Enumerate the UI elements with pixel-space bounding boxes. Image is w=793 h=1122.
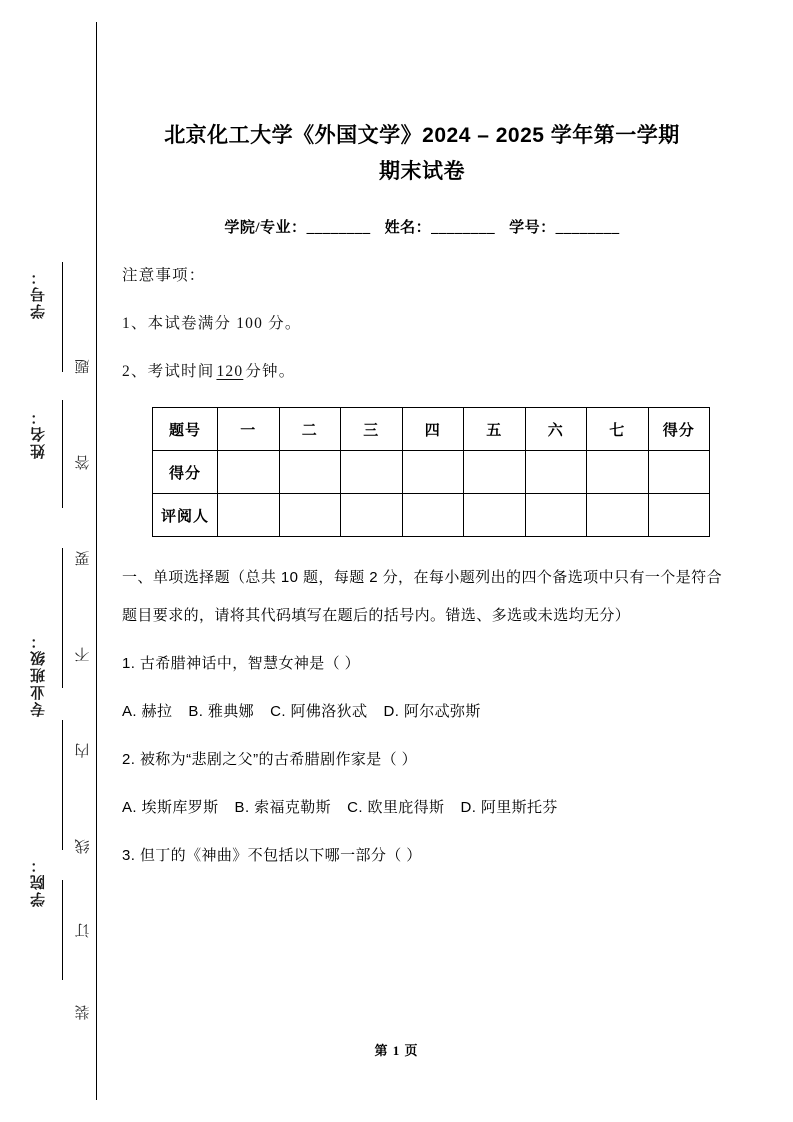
question-stem-3: 3. 但丁的《神曲》不包括以下哪一部分（ ） (122, 847, 422, 864)
score-table-cell[interactable] (279, 494, 341, 537)
binding-phrase-char: 内 (74, 741, 90, 757)
score-table-cell[interactable] (525, 494, 587, 537)
notice-duration-prefix: 2、考试时间 (122, 363, 215, 380)
score-table-cell[interactable] (464, 494, 526, 537)
score-table-cell[interactable] (341, 451, 403, 494)
score-table-cell: 二 (279, 408, 341, 451)
score-table-row-label: 题号 (153, 408, 218, 451)
college-major-label: 学院/专业： (224, 220, 307, 236)
binding-outer-rule-segment (62, 720, 63, 850)
question-stem-1: 1. 古希腊神话中，智慧女神是（ ） (122, 655, 361, 672)
binding-phrase-char: 订 (74, 921, 90, 937)
score-table-cell[interactable] (525, 451, 587, 494)
table-row (153, 451, 710, 494)
binding-inner-rule (96, 22, 97, 1100)
score-table-cell[interactable] (402, 494, 464, 537)
page-footer: 第 1 页 (374, 1043, 419, 1058)
option-a[interactable]: A. 埃斯库罗斯 (122, 799, 219, 816)
score-table (152, 407, 710, 537)
notice-duration-value: 120 (216, 363, 244, 380)
binding-phrase-char: 不 (74, 645, 90, 661)
page-title (122, 118, 722, 190)
score-table-cell: 七 (587, 408, 649, 451)
option-d[interactable]: D. 阿尔忒弥斯 (383, 703, 481, 720)
score-table-wrapper (152, 407, 722, 537)
sidebar-field-student-id: 学号： (31, 268, 47, 319)
sidebar-field-college: 学院： (31, 856, 47, 907)
binding-outer-rule-segment (62, 400, 63, 508)
table-row (153, 408, 710, 451)
option-c[interactable]: C. 阿佛洛狄忒 (270, 703, 368, 720)
section-one (122, 559, 722, 875)
notice-heading: 注意事项： (122, 267, 206, 284)
question-options-2 (122, 789, 722, 827)
exam-content (122, 0, 722, 875)
score-table-cell[interactable] (464, 451, 526, 494)
score-table-cell: 四 (402, 408, 464, 451)
binding-phrase-char: 要 (74, 549, 90, 565)
page-title-line-2: 期末试卷 (379, 160, 465, 183)
name-label: 姓名： (384, 220, 432, 236)
college-major-blank[interactable]: ________ (306, 220, 371, 236)
binding-sidebar (0, 0, 100, 1122)
score-table-row-label: 得分 (153, 451, 218, 494)
score-table-cell: 六 (525, 408, 587, 451)
score-table-cell: 一 (218, 408, 280, 451)
sidebar-field-class: 专业班级： (31, 632, 47, 717)
score-table-cell[interactable] (279, 451, 341, 494)
name-blank[interactable]: ________ (431, 220, 496, 236)
score-table-cell: 五 (464, 408, 526, 451)
score-table-cell[interactable] (218, 494, 280, 537)
question-stem-2: 2. 被称为“悲剧之父”的古希腊剧作家是（ ） (122, 751, 418, 768)
notice-item-total-score: 1、本试卷满分 100 分。 (122, 315, 302, 332)
notice-item-duration (122, 359, 722, 381)
option-a[interactable]: A. 赫拉 (122, 703, 173, 720)
score-table-cell[interactable] (648, 451, 710, 494)
sidebar-field-name: 姓名： (31, 408, 47, 459)
score-table-cell[interactable] (218, 451, 280, 494)
option-d[interactable]: D. 阿里斯托芬 (460, 799, 558, 816)
notice-block (122, 263, 722, 381)
student-info-line (122, 216, 722, 237)
score-table-cell: 三 (341, 408, 403, 451)
score-table-row-label: 评阅人 (153, 494, 218, 537)
binding-phrase-char: 线 (74, 837, 90, 853)
binding-phrase-char: 题 (74, 357, 90, 373)
option-b[interactable]: B. 索福克勒斯 (234, 799, 332, 816)
notice-duration-suffix: 分钟。 (245, 363, 296, 380)
student-id-label: 学号： (509, 220, 556, 236)
binding-phrase-char: 装 (74, 1003, 90, 1019)
table-row (153, 494, 710, 537)
question-options-1 (122, 693, 722, 731)
score-table-cell[interactable] (341, 494, 403, 537)
page-title-line-1: 北京化工大学《外国文学》2024 – 2025 学年第一学期 (164, 124, 680, 147)
section-one-instructions: 一、单项选择题（总共 10 题，每题 2 分，在每小题列出的四个备选项中只有一个是符合题目要求的，请将其代码填写在题后的括号内。错选、多选或未选均无分） (122, 569, 722, 624)
binding-outer-rule-segment (62, 548, 63, 688)
student-id-blank[interactable]: ________ (555, 220, 620, 236)
score-table-cell: 得分 (648, 408, 710, 451)
option-c[interactable]: C. 欧里庇得斯 (347, 799, 445, 816)
score-table-cell[interactable] (587, 451, 649, 494)
score-table-cell[interactable] (402, 451, 464, 494)
score-table-cell[interactable] (587, 494, 649, 537)
binding-outer-rule-segment (62, 880, 63, 980)
binding-phrase-char: 答 (74, 453, 90, 469)
binding-outer-rule-segment (62, 262, 63, 372)
option-b[interactable]: B. 雅典娜 (188, 703, 255, 720)
score-table-cell[interactable] (648, 494, 710, 537)
